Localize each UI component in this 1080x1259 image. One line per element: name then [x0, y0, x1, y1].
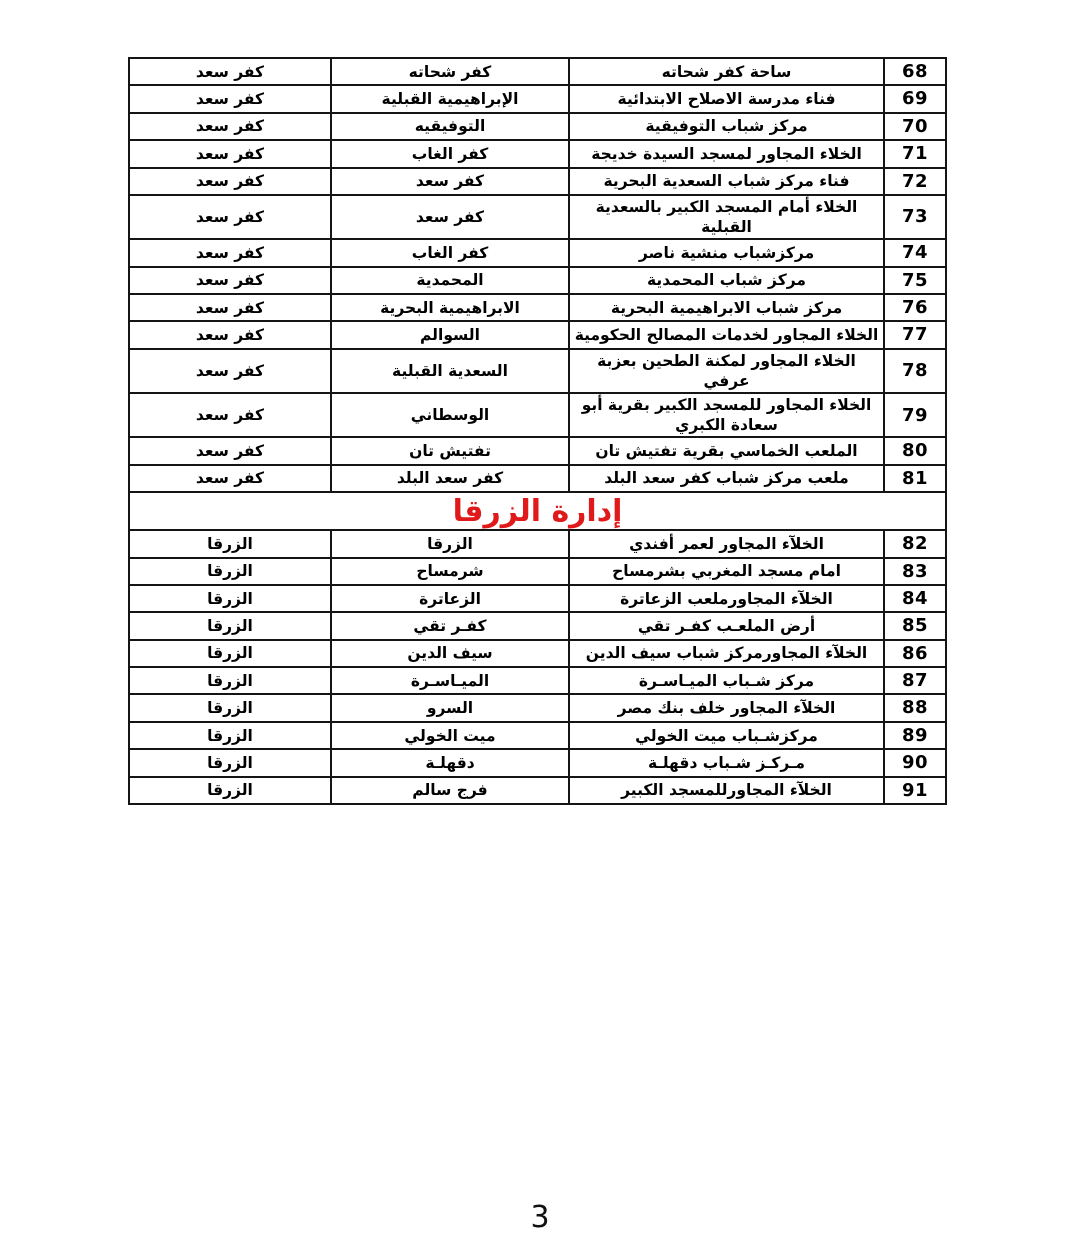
village-cell: كفر الغاب — [331, 239, 569, 266]
village-cell: كفر الغاب — [331, 140, 569, 167]
table-row — [129, 294, 946, 321]
site-name-cell: فناء مركز شباب السعدية البحرية — [569, 168, 884, 195]
village-cell: الزرقا — [331, 530, 569, 557]
village-cell: الميـاسـرة — [331, 667, 569, 694]
site-name-cell: ملعب مركز شباب كفر سعد البلد — [569, 465, 884, 492]
row-number-cell: 91 — [884, 777, 946, 804]
site-name-cell: الخلآء المجاورمركز شباب سيف الدين — [569, 640, 884, 667]
village-cell: السعدية القبلية — [331, 349, 569, 393]
village-cell: المحمدية — [331, 267, 569, 294]
table-row — [129, 612, 946, 639]
site-name-cell: الخلاء المجاور لمكنة الطحين بعزبة عرفي — [569, 349, 884, 393]
site-name-cell: ساحة كفر شحاته — [569, 58, 884, 85]
row-number-cell: 75 — [884, 267, 946, 294]
district-cell: كفر سعد — [129, 349, 331, 393]
site-name-cell: امام مسجد المغربي بشرمساح — [569, 558, 884, 585]
row-number-cell: 87 — [884, 667, 946, 694]
village-cell: الوسطاني — [331, 393, 569, 437]
site-name-cell: مركزشـباب ميت الخولي — [569, 722, 884, 749]
table-row — [129, 465, 946, 492]
table-row — [129, 694, 946, 721]
table-row — [129, 530, 946, 557]
site-name-cell: الملعب الخماسي بقرية تفتيش تان — [569, 437, 884, 464]
district-cell: الزرقا — [129, 530, 331, 557]
village-cell: السرو — [331, 694, 569, 721]
table-row — [129, 239, 946, 266]
site-name-cell: الخلاء المجاور لخدمات المصالح الحكومية — [569, 321, 884, 348]
table-row — [129, 667, 946, 694]
district-cell: كفر سعد — [129, 465, 331, 492]
section-header-row — [129, 492, 946, 530]
table-row — [129, 393, 946, 437]
row-number-cell: 89 — [884, 722, 946, 749]
table-row — [129, 195, 946, 239]
row-number-cell: 76 — [884, 294, 946, 321]
district-cell: الزرقا — [129, 612, 331, 639]
village-cell: كفر سعد — [331, 168, 569, 195]
district-cell: كفر سعد — [129, 58, 331, 85]
district-cell: كفر سعد — [129, 294, 331, 321]
table-row — [129, 140, 946, 167]
row-number-cell: 84 — [884, 585, 946, 612]
row-number-cell: 80 — [884, 437, 946, 464]
village-cell: الابراهيمية البحرية — [331, 294, 569, 321]
district-cell: الزرقا — [129, 640, 331, 667]
site-name-cell: الخلاء أمام المسجد الكبير بالسعدية القبلية — [569, 195, 884, 239]
table-row — [129, 640, 946, 667]
row-number-cell: 77 — [884, 321, 946, 348]
village-cell: الزعاترة — [331, 585, 569, 612]
schedule-table-body — [129, 58, 946, 804]
row-number-cell: 86 — [884, 640, 946, 667]
site-name-cell: الخلاء المجاور لمسجد السيدة خديجة — [569, 140, 884, 167]
table-row — [129, 722, 946, 749]
site-name-cell: مركز شـباب الميـاسـرة — [569, 667, 884, 694]
table-row — [129, 585, 946, 612]
table-row — [129, 321, 946, 348]
district-cell: كفر سعد — [129, 195, 331, 239]
district-cell: كفر سعد — [129, 113, 331, 140]
village-cell: كفر سعد البلد — [331, 465, 569, 492]
site-name-cell: أرض الملعـب كفـر تقي — [569, 612, 884, 639]
schedule-table — [128, 57, 947, 805]
table-row — [129, 58, 946, 85]
table-row — [129, 113, 946, 140]
site-name-cell: مركز شباب الابراهيمية البحرية — [569, 294, 884, 321]
row-number-cell: 74 — [884, 239, 946, 266]
table-row — [129, 749, 946, 776]
table-row — [129, 168, 946, 195]
site-name-cell: مركز شباب المحمدية — [569, 267, 884, 294]
village-cell: تفتيش تان — [331, 437, 569, 464]
table-row — [129, 437, 946, 464]
district-cell: الزرقا — [129, 777, 331, 804]
table-row — [129, 267, 946, 294]
row-number-cell: 83 — [884, 558, 946, 585]
row-number-cell: 68 — [884, 58, 946, 85]
village-cell: كفـر تقي — [331, 612, 569, 639]
village-cell: دقهلـة — [331, 749, 569, 776]
row-number-cell: 79 — [884, 393, 946, 437]
district-cell: كفر سعد — [129, 85, 331, 112]
site-name-cell: الخلآء المجاور خلف بنك مصر — [569, 694, 884, 721]
page-number: 3 — [530, 1200, 550, 1235]
district-cell: كفر سعد — [129, 239, 331, 266]
row-number-cell: 82 — [884, 530, 946, 557]
district-cell: كفر سعد — [129, 140, 331, 167]
site-name-cell: فناء مدرسة الاصلاح الابتدائية — [569, 85, 884, 112]
row-number-cell: 70 — [884, 113, 946, 140]
village-cell: فرج سالم — [331, 777, 569, 804]
row-number-cell: 72 — [884, 168, 946, 195]
site-name-cell: مركزشباب منشية ناصر — [569, 239, 884, 266]
district-cell: الزرقا — [129, 694, 331, 721]
row-number-cell: 69 — [884, 85, 946, 112]
district-cell: الزرقا — [129, 585, 331, 612]
district-cell: الزرقا — [129, 722, 331, 749]
district-cell: كفر سعد — [129, 437, 331, 464]
row-number-cell: 90 — [884, 749, 946, 776]
table-row — [129, 777, 946, 804]
row-number-cell: 85 — [884, 612, 946, 639]
district-cell: الزرقا — [129, 667, 331, 694]
site-name-cell: الخلآء المجاورللمسجد الكبير — [569, 777, 884, 804]
district-cell: كفر سعد — [129, 267, 331, 294]
village-cell: شرمساح — [331, 558, 569, 585]
section-header-title: إدارة الزرقا — [129, 492, 946, 530]
table-row — [129, 558, 946, 585]
district-cell: كفر سعد — [129, 393, 331, 437]
row-number-cell: 88 — [884, 694, 946, 721]
village-cell: كفر شحاته — [331, 58, 569, 85]
site-name-cell: مركز شباب التوفيقية — [569, 113, 884, 140]
village-cell: الإبراهيمية القبلية — [331, 85, 569, 112]
site-name-cell: الخلآء المجاور لعمر أفندي — [569, 530, 884, 557]
village-cell: سيف الدين — [331, 640, 569, 667]
row-number-cell: 73 — [884, 195, 946, 239]
district-cell: كفر سعد — [129, 168, 331, 195]
site-name-cell: الخلاء المجاور للمسجد الكبير بقرية أبو سعادة الكبري — [569, 393, 884, 437]
row-number-cell: 81 — [884, 465, 946, 492]
district-cell: كفر سعد — [129, 321, 331, 348]
district-cell: الزرقا — [129, 558, 331, 585]
row-number-cell: 71 — [884, 140, 946, 167]
village-cell: كفر سعد — [331, 195, 569, 239]
village-cell: التوفيقيه — [331, 113, 569, 140]
site-name-cell: مـركـز شـباب دقهلـة — [569, 749, 884, 776]
site-name-cell: الخلآء المجاورملعب الزعاترة — [569, 585, 884, 612]
village-cell: ميت الخولي — [331, 722, 569, 749]
table-row — [129, 349, 946, 393]
village-cell: السوالم — [331, 321, 569, 348]
district-cell: الزرقا — [129, 749, 331, 776]
table-row — [129, 85, 946, 112]
row-number-cell: 78 — [884, 349, 946, 393]
